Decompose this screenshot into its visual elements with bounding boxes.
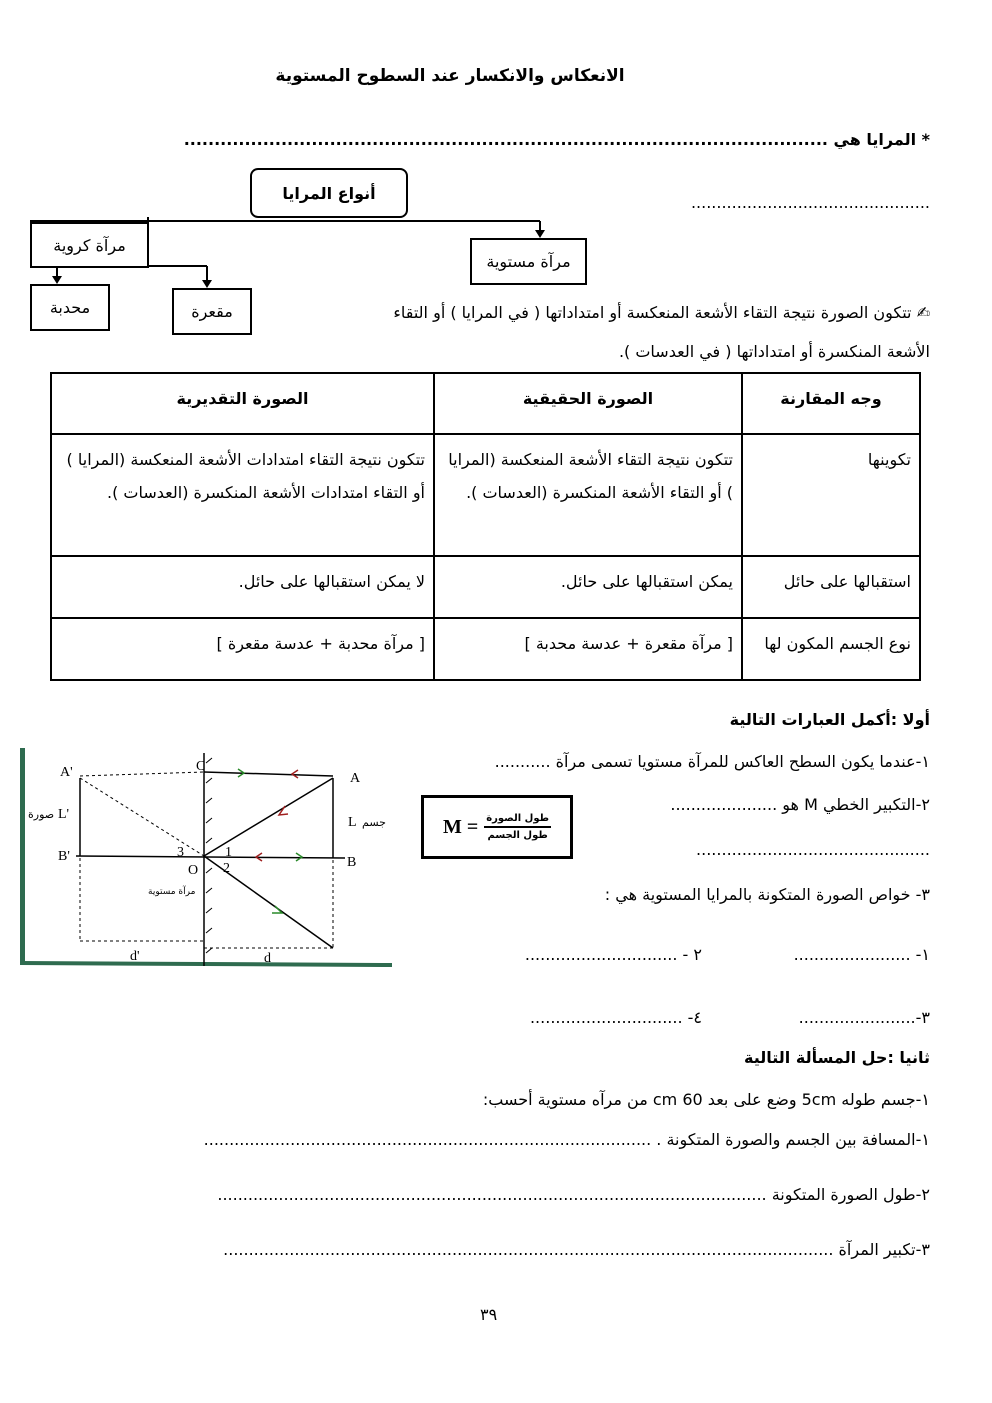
label-mirror: مرآة مستوية [148, 887, 196, 897]
comparison-table [50, 372, 921, 681]
cell: لا يمكن استقبالها على حائل. [51, 556, 434, 618]
q2: ٢-التكبير الخطي M هو ..................... [670, 795, 930, 814]
section1-title: أولا :أكمل العبارات التالية [729, 710, 930, 729]
problem-item-3: ٣-تكبير المرآة ........................................................................................................................ [223, 1240, 930, 1259]
cell: تتكون نتيجة التقاء الأشعة المنعكسة (المرايا ) أو التقاء الأشعة المنكسرة (العدسات ). [434, 434, 742, 556]
label-O: O [188, 863, 199, 878]
page-title: الانعكاس والانكسار عند السطوح المستوية [275, 66, 625, 86]
cell: يمكن استقبالها على حائل. [434, 556, 742, 618]
label-C: C [196, 759, 206, 774]
header-real: الصورة الحقيقية [434, 373, 742, 434]
convex-box: محدبة [30, 284, 110, 331]
plane-mirror-diagram [20, 748, 392, 970]
label-d-prime: d' [130, 949, 140, 964]
problem-item-1: ١-المسافة بين الجسم والصورة المتكونة . ........................................................................................ [203, 1130, 930, 1149]
image-note-line2: الأشعة المنكسرة أو امتداداتها ( في العدسات ). [618, 342, 930, 361]
cell: استقبالها على حائل [742, 556, 920, 618]
cell: نوع الجسم المكون لها [742, 618, 920, 680]
mirrors-definition-cont: ............................................... [690, 193, 930, 212]
label-A-prime: A' [60, 765, 73, 780]
formula-numerator: طول الصورة [484, 813, 551, 828]
label-L-prime: L' [58, 807, 70, 822]
label-B: B [347, 855, 357, 870]
header-virtual: الصورة التقديرية [51, 373, 434, 434]
concave-box: مقعرة [172, 288, 252, 335]
prop-4: ٤- .............................. [529, 1008, 702, 1027]
problem-statement: ١-جسم طوله 5cm وضع على بعد 60 cm من مرآه مستوية أحسب: [482, 1090, 930, 1109]
magnification-formula [421, 795, 573, 859]
label-A: A [350, 771, 361, 786]
q1: ١-عندما يكون السطح العاكس للمرآة مستويا تسمى مرآة ........... [494, 752, 930, 771]
plane-mirror-box: مرآة مستوية [470, 238, 587, 285]
cell: تتكون نتيجة التقاء امتدادات الأشعة المنعكسة (المرايا ) أو التقاء امتدادات الأشعة المنكسرة (العدسات ). [51, 434, 434, 556]
q2-dots: .............................................. [696, 840, 930, 859]
label-L: L [348, 815, 357, 830]
mirror-types-connectors [0, 0, 992, 340]
prop-3: ٣-....................... [798, 1008, 930, 1027]
q3: ٣- خواص الصورة المتكونة بالمرايا المستوية هي : [604, 885, 930, 904]
mirror-types-root: أنواع المرايا [250, 168, 408, 218]
prop-2: ٢ - .............................. [524, 945, 702, 964]
label-image: صورة [28, 808, 55, 821]
angle-1: 1 [225, 845, 232, 860]
angle-3: 3 [177, 845, 184, 860]
problem-item-2: ٢-طول الصورة المتكونة ............................................................................................................ [217, 1185, 930, 1204]
prop-1: ١- ....................... [793, 945, 930, 964]
label-d: d [264, 951, 271, 966]
cell: [ مرآة محدبة + عدسة مقعرة ] [51, 618, 434, 680]
spherical-mirror-box: مرآة كروية [30, 222, 149, 268]
label-object: جسم [362, 816, 386, 829]
label-B-prime: B' [58, 849, 70, 864]
angle-2: 2 [223, 861, 230, 876]
image-note-line1: ✍ تتكون الصورة نتيجة التقاء الأشعة المنعكسة أو امتداداتها ( في المرايا ) أو التقاء [393, 303, 930, 322]
formula-lhs: M = [442, 815, 479, 838]
page-number: ٣٩ [480, 1305, 498, 1324]
cell: تكوينها [742, 434, 920, 556]
section2-title: ثانيا :حل المسألة التالية [744, 1048, 930, 1067]
formula-denominator: طول الجسم [487, 830, 548, 841]
mirrors-definition: * المرايا هي .......................................................................................................... [183, 130, 930, 149]
cell: [ مرآة مقعرة + عدسة محدبة ] [434, 618, 742, 680]
header-aspect: وجه المقارنة [742, 373, 920, 434]
